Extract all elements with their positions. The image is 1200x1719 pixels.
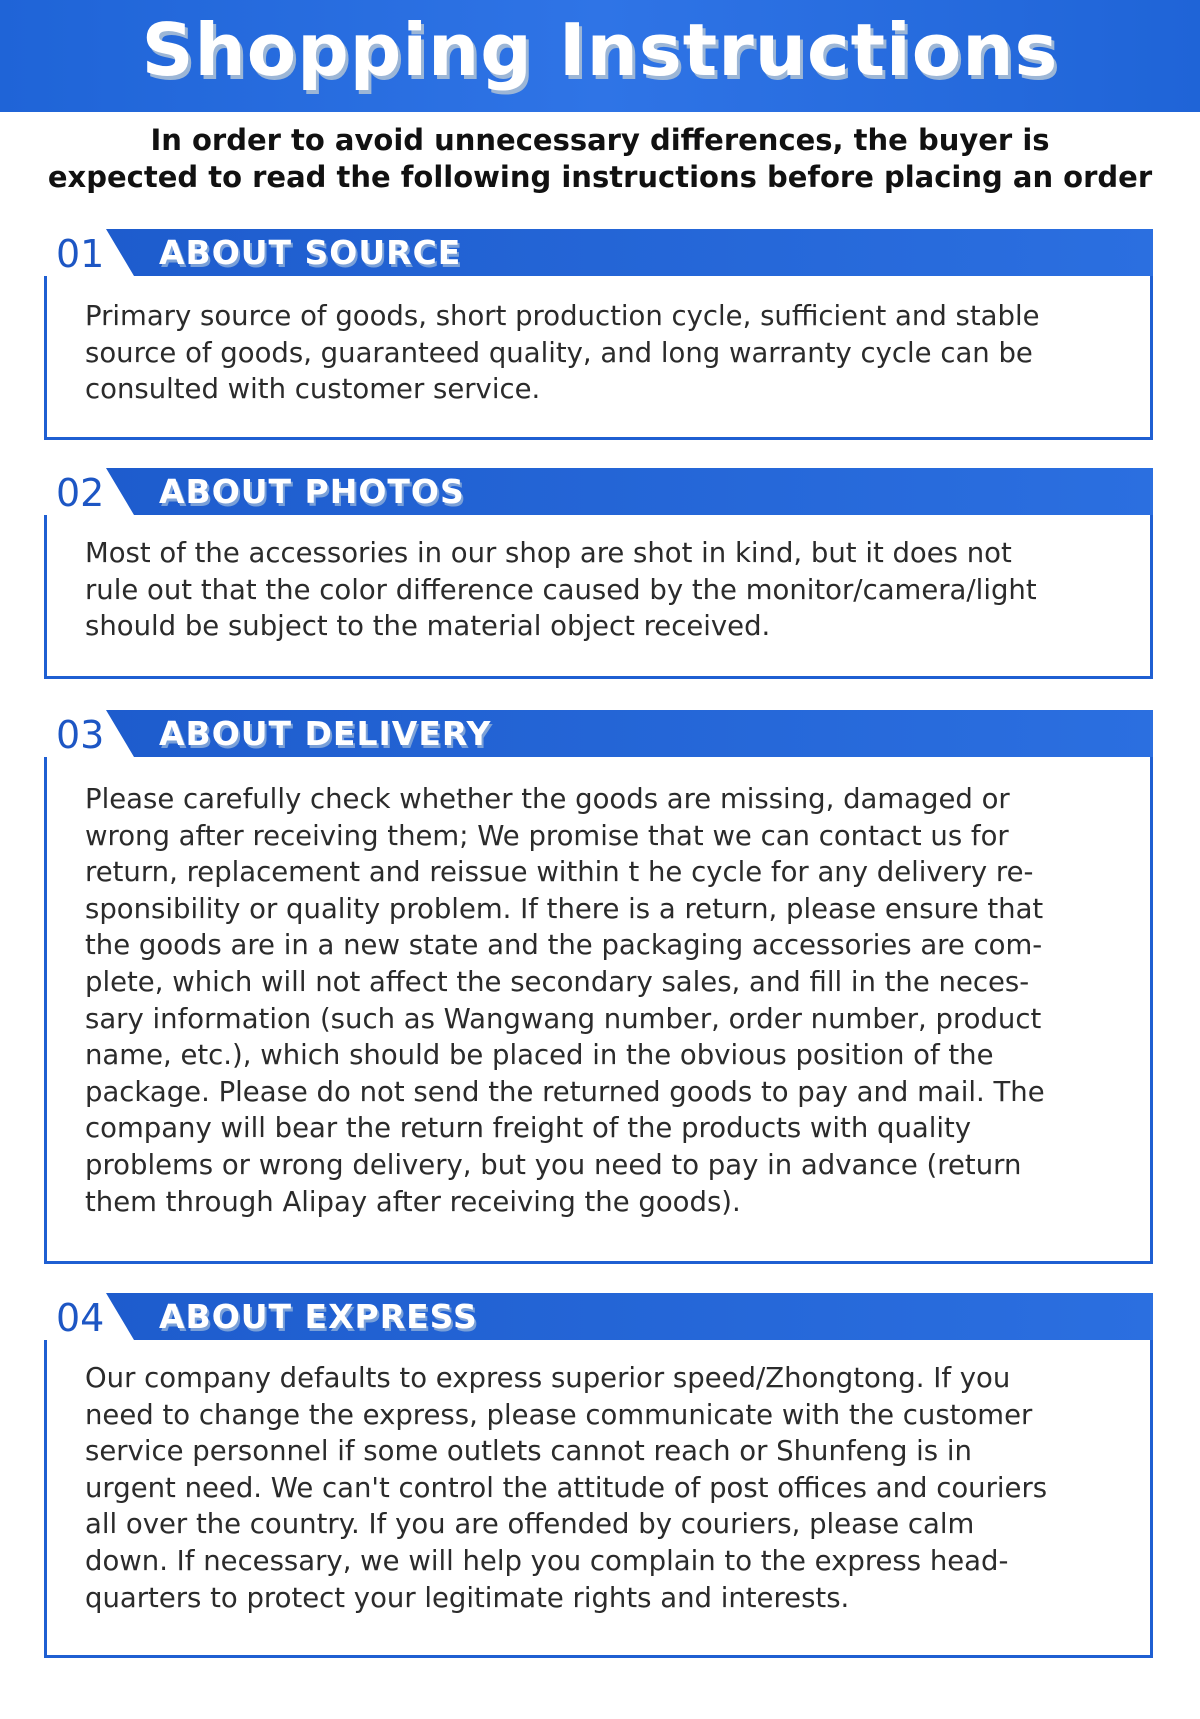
body-line: source of goods, guaranteed quality, and long warranty cycle can be (85, 336, 1033, 369)
body-line: Please carefully check whether the goods are missing, damaged or (85, 783, 1010, 815)
body-line: plete, which will not affect the secondary sales, and fill in the neces- (85, 965, 1030, 998)
section-title: ABOUT EXPRESS (159, 1297, 478, 1336)
intro-line: In order to avoid unnecessary differences, the buyer is (150, 123, 1050, 157)
section-about-delivery (44, 710, 1153, 1264)
body-line: rule out that the color difference caused by the monitor/camera/light (85, 573, 1037, 606)
section-title: ABOUT SOURCE (159, 233, 462, 272)
section-number: 02 (56, 471, 105, 515)
section-body (47, 1340, 1150, 1655)
section-header (44, 710, 1153, 757)
body-line: name, etc.), which should be placed in the obvious position of the (85, 1039, 994, 1072)
section-title: ABOUT DELIVERY (159, 714, 492, 753)
section-about-photos (44, 468, 1153, 679)
body-line: all over the country. If you are offended by couriers, please calm (85, 1508, 975, 1541)
section-header (44, 468, 1153, 515)
section-body (47, 276, 1150, 437)
body-line: company will bear the return freight of the products with quality (85, 1112, 972, 1145)
body-line: urgent need. We can't control the attitude of post offices and couriers (85, 1471, 1048, 1504)
body-line: down. If necessary, we will help you complain to the express head- (85, 1544, 1009, 1577)
section-number: 04 (56, 1296, 105, 1340)
section-number: 03 (56, 713, 105, 757)
section-title: ABOUT PHOTOS (159, 472, 465, 511)
body-line: service personnel if some outlets cannot reach or Shunfeng is in (85, 1435, 972, 1468)
body-line: should be subject to the material object received. (85, 610, 771, 643)
section-header (44, 229, 1153, 276)
body-line: consulted with customer service. (85, 373, 541, 406)
body-line: package. Please do not send the returned goods to pay and mail. The (85, 1075, 1045, 1108)
body-line: return, replacement and reissue within t he cycle for any delivery re- (85, 856, 1034, 889)
body-line: them through Alipay after receiving the goods). (85, 1185, 741, 1218)
body-line: quarters to protect your legitimate rights and interests. (85, 1581, 850, 1614)
body-line: problems or wrong delivery, but you need to pay in advance (return (85, 1148, 1022, 1181)
body-line: wrong after receiving them; We promise that we can contact us for (85, 819, 1009, 852)
page-title: Shopping Instructions (141, 8, 1059, 92)
intro-text (0, 122, 1200, 196)
body-line: sary information (such as Wangwang number, order number, product (85, 1002, 1042, 1035)
section-number: 01 (56, 232, 105, 276)
body-line: Our company defaults to express superior speed/Zhongtong. If you (85, 1362, 1011, 1394)
body-line: Primary source of goods, short production cycle, sufficient and stable (85, 300, 1040, 332)
section-body (47, 757, 1150, 1261)
body-line: sponsibility or quality problem. If there is a return, please ensure that (85, 892, 1044, 925)
body-line: the goods are in a new state and the packaging accessories are com- (85, 929, 1043, 962)
section-about-express (44, 1293, 1153, 1658)
section-header (44, 1293, 1153, 1340)
section-body (47, 515, 1150, 676)
body-line: Most of the accessories in our shop are shot in kind, but it does not (85, 537, 1012, 569)
section-about-source (44, 229, 1153, 440)
intro-line: expected to read the following instructions before placing an order (47, 160, 1153, 194)
body-line: need to change the express, please communicate with the customer (85, 1398, 1033, 1431)
